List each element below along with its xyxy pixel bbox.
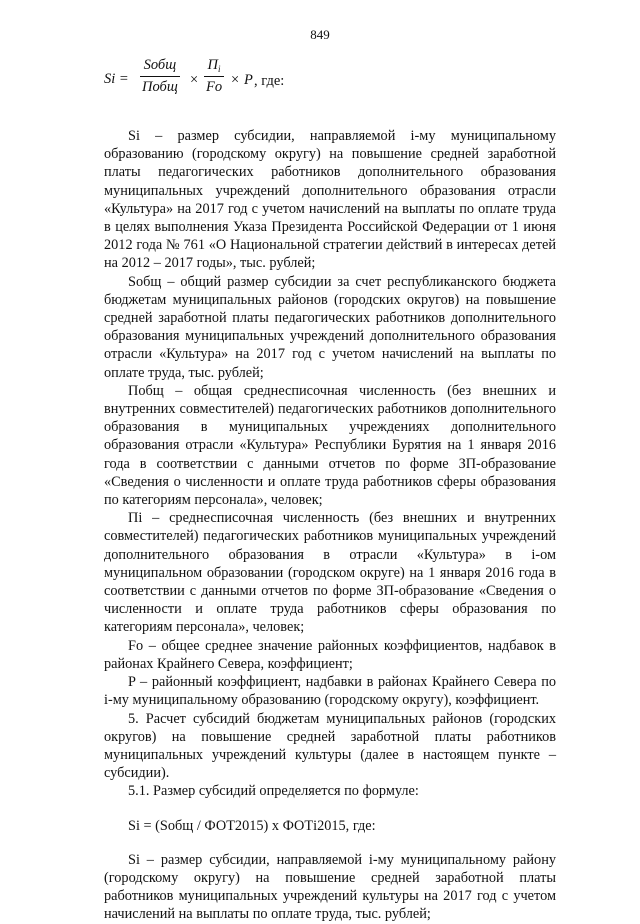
fraction-denominator: Побщ xyxy=(142,79,178,95)
spacer xyxy=(104,835,556,851)
paragraph-pi: Пi – среднесписочная численность (без внешних и внутренних совместителей) педагогических работников муниципальных учреждений дополнительного образования в отрасли «Культура» в i-ом муниципальном образовании (городском округе) на 1 января 2016 года в соответствии с данными отчетов по форме ЗП-образование «Сведения о численности и оплате труда работников сферы образования по категориям персонала», человек; xyxy=(104,510,556,636)
paragraph-si: Si – размер субсидии, направляемой i-му муниципальному образованию (городскому округу) на повышение средней заработной платы педагогических работников дополнительного образования муниципальных учреждений дополнительного образования отрасли «Культура» на 2017 год с учетом начислений на выплаты по оплате труда в целях выполнения Указа Президента Российской Федерации от 1 июня 2012 года № 761 «О Национальной стратегии действий в интересах детей на 2012 – 2017 годы», тыс. рублей; xyxy=(104,128,556,272)
paragraph-section-5-1: 5.1. Размер субсидий определяется по формуле: xyxy=(128,783,419,800)
paragraph-si-culture: Si – размер субсидии, направляемой i-му муниципальному району (городскому округу) на повышение средней заработной платы работников муниципальных учреждений культуры на 2017 год с учетом начислений на выплаты по оплате труда, тыс. рублей; xyxy=(104,851,556,923)
subscript-i: i xyxy=(218,64,221,74)
fraction-denominator: Fо xyxy=(206,79,223,95)
fraction-total-subsidy xyxy=(140,57,180,96)
formula-p: P xyxy=(244,72,253,88)
paragraph-pobsh: Побщ – общая среднесписочная численность (без внешних и внутренних совместителей) педагогических работников дополнительного образования в муниципальных учреждениях дополнительного образования отрасли «Культура» Республики Бурятия на 1 января 2016 года в соответствии с данными отчетов по форме ЗП-образование «Сведения о численности и оплате труда работников сферы образования по категориям персонала», человек; xyxy=(104,382,556,509)
paragraph-section-5: 5. Расчет субсидий бюджетам муниципальных районов (городских округов) на повышение средней заработной платы работников муниципальных учреждений культуры (далее в настоящем пункте – субсидии). xyxy=(104,710,556,782)
fraction-numerator: Sобщ xyxy=(143,57,177,73)
paragraph-fo: Fо – общее среднее значение районных коэффициентов, надбавок в районах Крайнего Севера, коэффициент; xyxy=(104,637,556,672)
document-body xyxy=(104,127,556,924)
subsidy-formula xyxy=(104,57,364,107)
paragraph-p: P – районный коэффициент, надбавки в районах Крайнего Севера по i-му муниципальному образованию (городскому округу), коэффициент. xyxy=(104,674,556,709)
multiply-sign: × xyxy=(231,72,240,88)
formula-tail: , где: xyxy=(254,73,285,89)
spacer xyxy=(104,801,556,817)
page-number: 849 xyxy=(310,27,330,42)
formula-lhs: Si = xyxy=(104,71,129,87)
fraction-staff-share xyxy=(204,57,224,96)
fraction-numerator: $П_i$ xyxy=(207,57,221,74)
formula-2: Si = (Sобщ / ФОТ2015) х ФОТi2015, где: xyxy=(128,817,376,834)
multiply-sign: × xyxy=(190,72,199,88)
paragraph-sobsh: Sобщ – общий размер субсидии за счет республиканского бюджета бюджетам муниципальных районов (городских округов) на повышение средней заработной платы педагогических работников дополнительного образования муниципальных учреждений дополнительного образования отрасли «Культура» на 2017 год с учетом начислений на выплаты по оплате труда, тыс. рублей; xyxy=(104,273,556,381)
